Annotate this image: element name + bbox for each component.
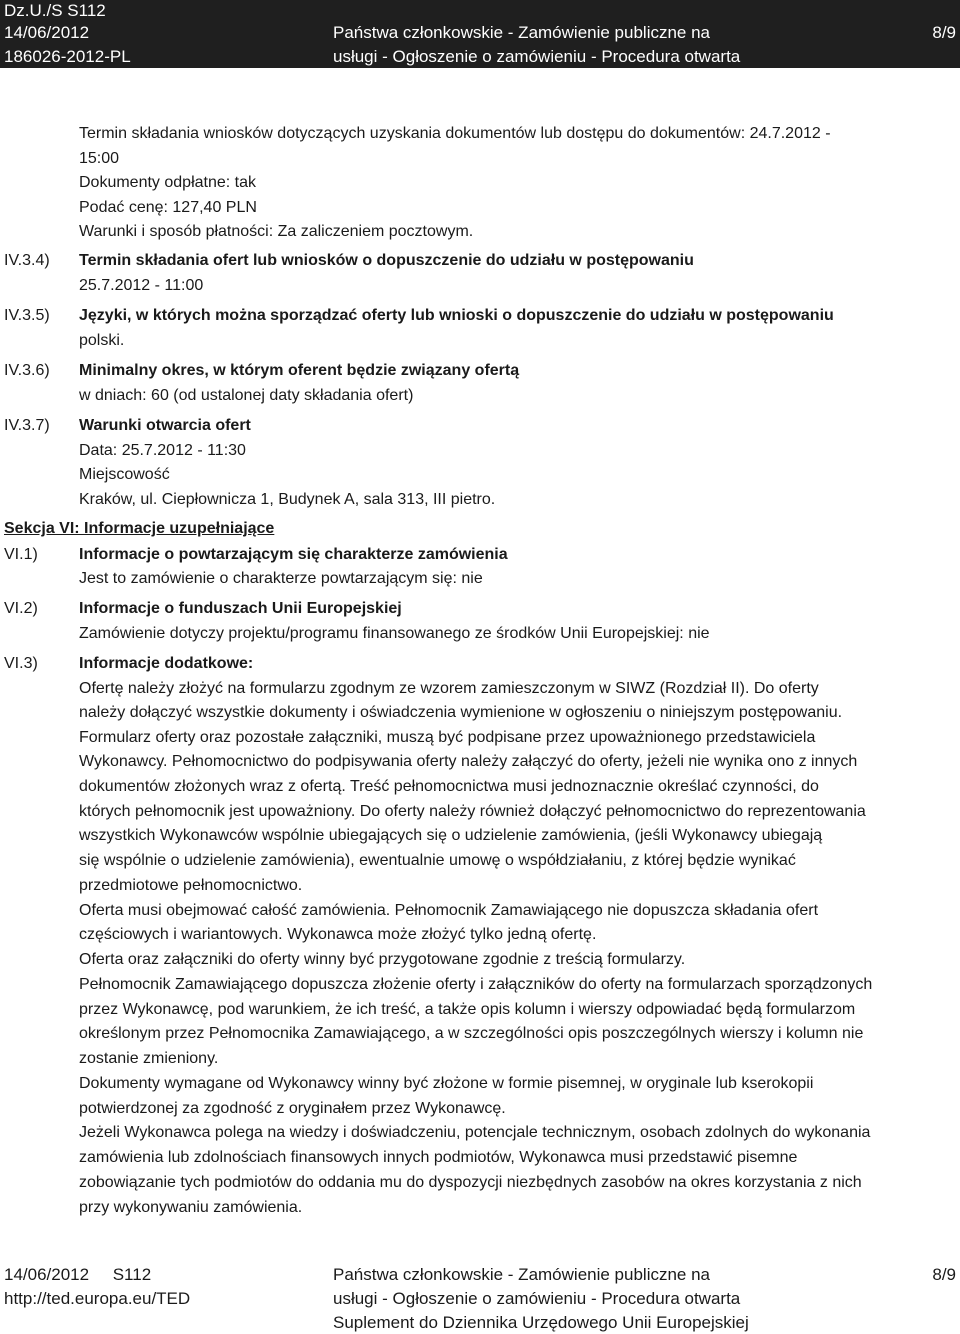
- page-header: [0, 0, 960, 68]
- intro-line: Warunki i sposób płatności: Za zaliczeniem pocztowym.: [79, 223, 474, 240]
- section-title: Termin składania ofert lub wniosków o dopuszczenie do udziału w postępowaniu: [79, 252, 694, 269]
- footer-title-line2: usługi - Ogłoszenie o zamówieniu - Procedura otwarta: [333, 1289, 741, 1308]
- additional-info-line: Formularz oferty oraz pozostałe załączniki, muszą być podpisane przez upoważnionego przedstawiciela: [79, 729, 816, 746]
- footer-url[interactable]: http://ted.europa.eu/TED: [4, 1289, 191, 1308]
- additional-info-line: Dokumenty wymagane od Wykonawcy winny być złożone w formie pisemnej, w oryginale lub kserokopii: [79, 1075, 814, 1092]
- footer-page-number: 8/9: [932, 1265, 956, 1284]
- footer-date-series: [4, 1264, 151, 1286]
- additional-info-line: których pełnomocnik jest upoważniony. Do oferty należy również dołączyć pełnomocnictwo do reprezentowania: [79, 803, 866, 820]
- section-title: Informacje o powtarzającym się charakterze zamówienia: [79, 546, 508, 563]
- footer-title-line1: Państwa członkowskie - Zamówienie publiczne na: [333, 1265, 711, 1284]
- page-footer: [0, 1262, 960, 1334]
- section-value: polski.: [79, 332, 125, 349]
- section-number: VI.2): [4, 600, 38, 617]
- additional-info-line: przy wykonywaniu zamówienia.: [79, 1199, 303, 1216]
- section-title: Warunki otwarcia ofert: [79, 417, 251, 434]
- intro-line: Dokumenty odpłatne: tak: [79, 174, 256, 191]
- section-title: Informacje o funduszach Unii Europejskiej: [79, 600, 402, 617]
- section-value: Jest to zamówienie o charakterze powtarzającym się: nie: [79, 570, 483, 587]
- section-vi-heading: Sekcja VI: Informacje uzupełniające: [4, 520, 275, 537]
- intro-line: 15:00: [79, 150, 120, 167]
- opening-place: Kraków, ul. Ciepłownicza 1, Budynek A, sala 313, III pietro.: [79, 491, 496, 508]
- header-date: 14/06/2012: [4, 23, 90, 42]
- section-value: Zamówienie dotyczy projektu/programu finansowanego ze środków Unii Europejskiej: nie: [79, 625, 710, 642]
- additional-info-line: częściowych i wariantowych. Wykonawca może złożyć tylko jedną ofertę.: [79, 926, 597, 943]
- additional-info-line: dokumentów złożonych wraz z ofertą. Treść pełnomocnictwa musi jednoznacznie określać czynności, do: [79, 778, 819, 795]
- additional-info-line: Jeżeli Wykonawca polega na wiedzy i doświadczeniu, potencjale technicznym, osobach zdolnych do wykonania: [79, 1124, 871, 1141]
- section-value: w dniach: 60 (od ustalonej daty składania ofert): [79, 387, 414, 404]
- additional-info-line: należy dołączyć wszystkie dokumenty i oświadczenia wymienione w ogłoszeniu o niniejszym postępowaniu.: [79, 704, 843, 721]
- footer-title-line3: Suplement do Dziennika Urzędowego Unii Europejskiej: [333, 1313, 749, 1332]
- journal-ref: Dz.U./S S112: [4, 1, 106, 20]
- section-number: VI.3): [4, 655, 38, 672]
- additional-info-line: zobowiązanie tych podmiotów do oddania mu do dyspozycji niezbędnych zasobów na okres korzystania z nich: [79, 1174, 862, 1191]
- additional-info-line: przez Wykonawcę, pod warunkiem, że ich treść, a także opis kolumn i wierszy odpowiadać będą formularzom: [79, 1001, 856, 1018]
- opening-place-label: Miejscowość: [79, 466, 170, 483]
- additional-info-line: się wspólnie o udzielenie zamówienia), ewentualnie umowę o współdziałaniu, z której będzie wynikać: [79, 852, 796, 869]
- document-id: 186026-2012-PL: [4, 47, 131, 66]
- footer-series: S112: [112, 1265, 152, 1284]
- section-value: 25.7.2012 - 11:00: [79, 277, 204, 294]
- section-title: Minimalny okres, w którym oferent będzie związany ofertą: [79, 362, 520, 379]
- additional-info-line: Oferta oraz załączniki do oferty winny być przygotowane zgodnie z treścią formularzy.: [79, 951, 686, 968]
- additional-info-line: zamówienia lub zdolnościach finansowych innych podmiotów, Wykonawca musi przedstawić pisemne: [79, 1149, 798, 1166]
- header-title-line2: usługi - Ogłoszenie o zamówieniu - Procedura otwarta: [333, 47, 741, 66]
- additional-info-line: określonym przez Pełnomocnika Zamawiającego, a w szczególności opis poszczególnych wierszy i kolumn nie: [79, 1025, 864, 1042]
- additional-info-line: potwierdzonej za zgodność z oryginałem przez Wykonawcę.: [79, 1100, 506, 1117]
- section-number: IV.3.4): [4, 252, 50, 269]
- additional-info-line: przedmiotowe pełnomocnictwo.: [79, 877, 303, 894]
- additional-info-line: Ofertę należy złożyć na formularzu zgodnym ze wzorem zamieszczonym w SIWZ (Rozdział II). Do oferty: [79, 680, 819, 697]
- additional-info-line: wszystkich Wykonawców wspólnie ubiegających się o udzielenie zamówienia, (jeśli Wykonawcy ubiegają: [79, 827, 823, 844]
- intro-line: Termin składania wniosków dotyczących uzyskania dokumentów lub dostępu do dokumentów: 24.7.2012 -: [79, 125, 831, 142]
- additional-info-line: zostanie zmieniony.: [79, 1050, 219, 1067]
- additional-info-line: Oferta musi obejmować całość zamówienia. Pełnomocnik Zamawiającego nie dopuszcza składania ofert: [79, 902, 819, 919]
- opening-date: Data: 25.7.2012 - 11:30: [79, 442, 246, 459]
- additional-info-line: Pełnomocnik Zamawiającego dopuszcza złożenie oferty i załączników do oferty na formularzach sporządzonych: [79, 976, 873, 993]
- header-title-line1: Państwa członkowskie - Zamówienie publiczne na: [333, 23, 711, 42]
- additional-info-line: Wykonawcy. Pełnomocnictwo do podpisywania oferty należy załączyć do oferty, jeżeli nie wynika ono z innych: [79, 753, 858, 770]
- footer-date: 14/06/2012: [4, 1265, 90, 1284]
- section-number: IV.3.7): [4, 417, 50, 434]
- section-number: VI.1): [4, 546, 38, 563]
- intro-line: Podać cenę: 127,40 PLN: [79, 199, 257, 216]
- section-number: IV.3.5): [4, 307, 50, 324]
- section-title: Języki, w których można sporządzać oferty lub wnioski o dopuszczenie do udziału w postępowaniu: [79, 307, 834, 324]
- section-number: IV.3.6): [4, 362, 50, 379]
- section-title: Informacje dodatkowe:: [79, 655, 254, 672]
- header-page-number: 8/9: [932, 23, 956, 42]
